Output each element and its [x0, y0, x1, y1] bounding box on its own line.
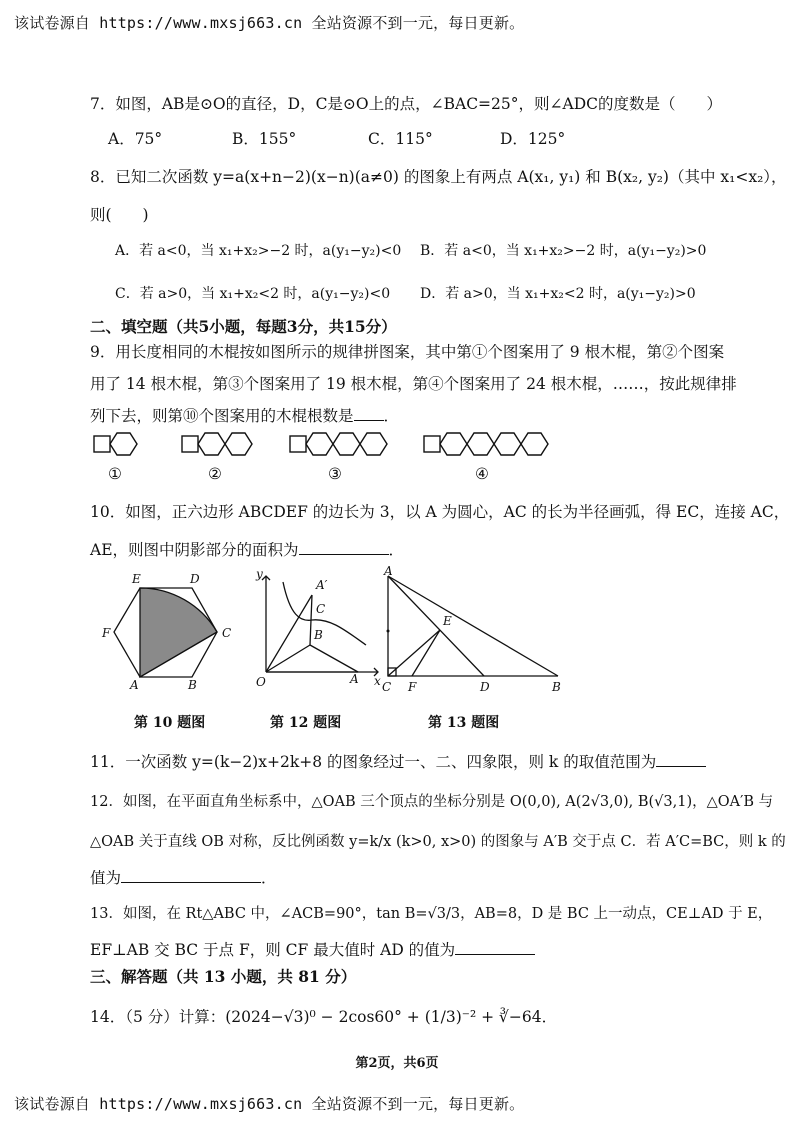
source-header: 该试卷源自 https://www.mxsj663.cn 全站资源不到一元，每日更新。	[14, 14, 525, 32]
q7-option-a: A．75°	[108, 130, 163, 148]
q9-label-3: ③	[328, 465, 342, 483]
q9-line-2: 用了 14 根木棍，第③个图案用了 19 根木棍，第④个图案用了 24 根木棍，……，按此规律排	[90, 375, 737, 393]
fig12-label-a-prime: A′	[316, 578, 328, 592]
q9-line-3: 列下去，则第⑩个图案用的木棍根数是 ．	[90, 407, 400, 425]
fig12-label-y: y	[256, 567, 263, 581]
q13-line-2: EF⊥AB 交 BC 于点 F，则 CF 最大值时 AD 的值为	[90, 938, 535, 960]
q8-option-a: A．若 a<0，当 x₁+x₂>−2 时，a(y₁−y₂)<0	[115, 243, 402, 259]
fig12-label-a: A	[350, 672, 359, 686]
page-number: 第2页，共6页	[355, 1056, 439, 1071]
fig12-label-b: B	[314, 628, 323, 642]
fig13-label-e: E	[443, 614, 452, 628]
q8-stem-2: 则( )	[90, 206, 149, 224]
q11-line-1: 11．一次函数 y=(k−2)x+2k+8 的图象经过一、二、四象限，则 k 的取值范围为	[90, 750, 706, 772]
fig10-label-c: C	[222, 626, 232, 640]
q12-line-2: △OAB 关于直线 OB 对称，反比例函数 y=k/x (k>0, x>0) 的图象与 A′B 交于点 C．若 A′C=BC，则 k 的	[90, 834, 786, 850]
section-3-title: 三、解答题（共 13 小题，共 81 分）	[90, 967, 357, 986]
q12-line-1: 12．如图，在平面直角坐标系中，△OAB 三个顶点的坐标分别是 O(0,0), A(2√3,0), B(√3,1)，△OA′B 与	[90, 794, 774, 810]
fig10-label-f: F	[102, 626, 111, 640]
section-2-title: 二、填空题（共5小题，每题3分，共15分）	[90, 317, 397, 336]
q13-line-1: 13．如图，在 Rt△ABC 中，∠ACB=90°，tan B=√3/3，AB=8，D 是 BC 上一动点，CE⊥AD 于 E，	[90, 906, 773, 922]
fig10-label-b: B	[188, 678, 197, 692]
figure-10-caption: 第 10 题图	[134, 715, 206, 731]
fig10-label-e: E	[132, 572, 141, 586]
q7-option-b: B．155°	[232, 130, 297, 148]
fig12-label-c: C	[316, 602, 326, 616]
q10-line-2: AE，则图中阴影部分的面积为 ．	[90, 541, 405, 559]
q9-label-1: ①	[108, 465, 122, 483]
fig13-label-d: D	[480, 680, 490, 694]
q9-label-4: ④	[475, 465, 489, 483]
q9-label-2: ②	[208, 465, 222, 483]
q8-option-c: C．若 a>0，当 x₁+x₂<2 时，a(y₁−y₂)<0	[115, 286, 391, 302]
figure-12-caption: 第 12 题图	[270, 715, 342, 731]
q8-option-b: B．若 a<0，当 x₁+x₂>−2 时，a(y₁−y₂)>0	[420, 243, 707, 259]
q10-line-1: 10．如图，正六边形 ABCDEF 的边长为 3，以 A 为圆心，AC 的长为半径画弧，得 EC，连接 AC，	[90, 503, 790, 521]
fig10-label-a: A	[130, 678, 139, 692]
fig12-label-x: x	[374, 674, 381, 688]
q8-option-d: D．若 a>0，当 x₁+x₂<2 时，a(y₁−y₂)>0	[420, 286, 696, 302]
q7-option-d: D．125°	[500, 130, 566, 148]
q7-option-c: C．115°	[368, 130, 433, 148]
source-footer: 该试卷源自 https://www.mxsj663.cn 全站资源不到一元，每日更新。	[14, 1095, 525, 1113]
q7-stem: 7．如图，AB是⊙O的直径，D，C是⊙O上的点，∠BAC=25°，则∠ADC的度数是（ ）	[90, 95, 722, 113]
fig13-label-a: A	[384, 564, 393, 578]
fig12-label-o: O	[256, 675, 266, 689]
figure-13-caption: 第 13 题图	[428, 715, 500, 731]
fig13-label-f: F	[408, 680, 417, 694]
fig13-label-b: B	[552, 680, 561, 694]
q14-line-1: 14．（5 分）计算：(2024−√3)⁰ − 2cos60° + (1/3)⁻² + ∛−64．	[90, 1008, 558, 1026]
fig10-label-d: D	[190, 572, 200, 586]
q8-stem: 8．已知二次函数 y=a(x+n−2)(x−n)(a≠0) 的图象上有两点 A(x₁, y₁) 和 B(x₂, y₂)（其中 x₁<x₂），	[90, 168, 787, 186]
q9-line-1: 9．用长度相同的木棍按如图所示的规律拼图案，其中第①个图案用了 9 根木棍，第②个图案	[90, 343, 725, 361]
fig13-label-c: C	[382, 680, 392, 694]
q12-line-3: 值为 ．	[90, 869, 277, 887]
